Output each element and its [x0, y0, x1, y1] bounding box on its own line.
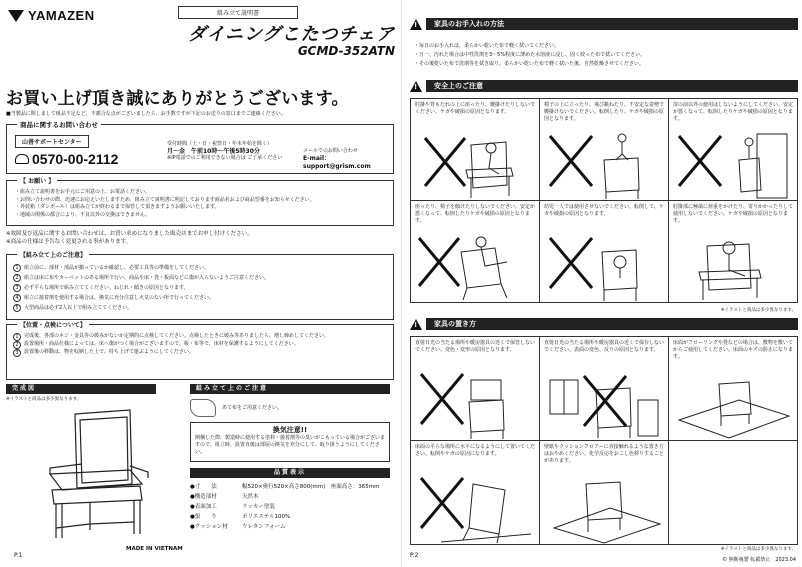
number-badge: 4 — [13, 294, 21, 302]
top-note: ■当製品に関しまして組品不足など、不都合な点がございましたら、お手数ですが下記のお送りの窓口までご連絡ください。 — [6, 111, 286, 117]
safety-cell: 肘掛や背もたれの上に座ったり、腰掛けたりしないでください。ケガや破損の原因となります。 — [411, 99, 540, 201]
safety-cell: 座ったり、椅子を傾けたりしないでください。安定が悪くなって、転倒したりケガや破損の原因となります。 — [411, 201, 540, 303]
warning-icon — [410, 319, 422, 330]
hours-note: ※IP電話でのご利用できない場合は ご了承ください — [167, 155, 283, 161]
ventilation-text: 開梱した際、製造時に使用する塗料・接着剤等の臭いがこもっている場合がございますので、組立時、設置直後は部屋の換気を充分にして、取り扱うようにしてください。 — [195, 435, 386, 455]
assembly-item: 2 組立は床に布やカーペットのある場所で行い、商品や床・畳・板面などに傷が入らないようご注意ください。 — [13, 273, 387, 283]
spec-row: ●クッション材 ウレタンフォーム — [190, 524, 286, 530]
notice-title: 【 お願い 】 — [17, 176, 57, 185]
number-badge: 5 — [13, 304, 21, 312]
assembly-notes-box — [6, 254, 394, 320]
spec-table — [190, 482, 390, 532]
pre-notes — [6, 230, 396, 246]
mail-address[interactable]: E-mail：support@grism.com — [303, 155, 371, 170]
placement-cell: 直射日光の当たる場所や暖房器具の近くで保管しないでください。変色・変形の原因となります。 — [411, 337, 540, 441]
brand-name: YAMAZEN — [28, 8, 95, 23]
page-number: P.1 — [14, 552, 23, 559]
prohibited-standing-illustration — [540, 130, 668, 200]
safety-cell: 椅子の上に立ったり、飛び跳ねたり、不安定な姿勢で腰掛けないでください。転倒したり、ケガや破損の原因となります。 — [540, 99, 669, 201]
placement-cell: 直射日光の当たる場所や暖房器具の近くで保存しないでください。表面の変色、反りの原因となります。 — [540, 337, 669, 441]
inspection-item: 2 設置場所・商品仕様によっては、床へ傷がつく場合がございますので、板・布等で、床材を保護するようにしてください。 — [13, 341, 387, 349]
pre-note: ※商品の仕様は予告なく変更される事があります。 — [6, 239, 132, 245]
notice-item: ・地域の関係の都合により、不良以外の交換はできません。 — [15, 211, 151, 218]
mail-label: メールでのお問い合わせ — [303, 148, 358, 154]
inquiry-box — [6, 121, 394, 174]
number-badge: 3 — [13, 284, 21, 292]
number-badge: 2 — [13, 274, 21, 282]
warning-icon — [410, 19, 422, 30]
copyright: © 無断複製 転載禁止 2023.04 — [722, 557, 796, 563]
chair-illustration — [30, 404, 170, 544]
ventilation-title: 換気注意!! — [272, 426, 308, 434]
placement-cell: 床面がフローリングや畳などの場合は、敷物を敷いてからご使用してください。床面のキズの防止になります。 — [669, 337, 798, 441]
care-text — [414, 42, 798, 69]
support-center-label: 山善サポートセンター — [15, 135, 89, 148]
placement-cell: 床面の平らな場所に水平になるようにして置いてください。転倒やケガの原因になります。 — [411, 441, 540, 545]
cloth-icon — [190, 399, 216, 417]
correct-seating-illustration — [669, 232, 797, 302]
care-title: 家具のお手入れの方法 — [426, 18, 798, 30]
brand — [8, 8, 95, 23]
greeting: お買い上げ頂き誠にありがとうございます。 — [6, 89, 349, 109]
cloth-note-text: あて布をご用意ください。 — [222, 404, 283, 411]
prohibited-door-illustration — [669, 130, 797, 200]
prohibited-sitting-armrest-illustration — [411, 130, 539, 200]
prohibited-tilting-illustration — [411, 232, 539, 302]
assembly-item: 1 組立前に、部材・部品が揃っているか確認し、必要工具等の準備をしてください。 — [13, 263, 387, 273]
cloth-note — [190, 398, 390, 418]
heater-sunlight-illustration — [540, 370, 668, 440]
warning-icon — [410, 81, 422, 92]
complete-view-band: 完成図 — [6, 384, 156, 394]
quality-band: 品質表示 — [190, 468, 390, 478]
inspection-item: 3 設置後の移動は、物を収納した上で、持ち上げて運ぶようにしてください。 — [13, 349, 387, 357]
spec-row: ●寸 法 幅520×奥行520×高さ800(mm) 座面高さ：365mm — [190, 484, 380, 490]
number-badge: 1 — [13, 264, 21, 272]
number-badge: 1 — [13, 333, 21, 341]
model-number: GCMD-352ATN — [297, 44, 395, 58]
number-badge: 2 — [13, 341, 21, 349]
number-badge: 3 — [13, 349, 21, 357]
spec-row: ●構造部材 天然木 — [190, 494, 259, 500]
navi-dial-icon — [15, 154, 29, 164]
care-section-head — [410, 18, 798, 30]
inquiry-title: 商品に関するお問い合わせ — [17, 120, 101, 129]
notice-item: ・お問い合わせの際、迅速にお応えいたしますため、組み立て説明書に明記しております商品名および商品型番をお知らせください。 — [15, 196, 315, 203]
parts-notes-band: 組み立て上のご注意 — [190, 384, 390, 394]
prohibited-stacking-illustration — [411, 370, 539, 440]
inspection-box — [6, 324, 394, 380]
notice-box — [6, 180, 394, 226]
safety-title: 安全上のご注意 — [426, 80, 798, 92]
spec-row: ●張 り ポリエステル100% — [190, 514, 291, 520]
doc-type: 組み立て説明書 — [178, 6, 298, 19]
inspection-item: 1 完成後、各部のネジ・金具等の緩みがないか定期的に点検してください。点検したときに緩み等ありましたら、増し締めしてください。 — [13, 333, 387, 341]
placement-section-head — [410, 318, 798, 330]
safety-cell: 幼児一人では使用させないでください。転倒して、ケガや破損の原因となります。 — [540, 201, 669, 303]
page-number: P.2 — [410, 552, 419, 559]
floor-mat-illustration — [669, 370, 797, 440]
hours-label: 受付時間（土・日・祝祭日・年末年始を除く） — [167, 141, 273, 147]
care-line: ・その後乾いた布で洗剤等を拭き取り、柔らかい乾いた布で軽く拭いた後、自然乾燥させてください。 — [414, 61, 645, 67]
safety-grid — [410, 98, 798, 303]
safety-cell: 肘掛部に極端に荷重をかけたり、寄りかかったりして使用しないでください。ケガや破損の原因となります。 — [669, 201, 798, 303]
ventilation-box — [190, 422, 390, 462]
placement-title: 家具の置き方 — [426, 318, 798, 330]
safety-illustration-note: ※イラストと商品は多少異なります。 — [720, 308, 796, 313]
placement-illustration-note: ※イラストと商品は多少異なります。 — [720, 547, 796, 552]
prohibited-child-alone-illustration — [540, 232, 668, 302]
inspection-title: 【位置・点検について】 — [17, 320, 89, 329]
product-title: ダイニングこたつチェア — [187, 24, 395, 45]
safety-cell: 扉の前以外の使用はしないようにしてください。安定が悪くなって、転倒したりケガや破損の原因となります。 — [669, 99, 798, 201]
placement-cell-empty — [669, 441, 798, 545]
assembly-notes-title: 【組み立て上のご注意】 — [17, 250, 89, 259]
page-2 — [401, 0, 802, 567]
assembly-item: 5 大型商品は必ず2人以上で組み立ててください。 — [13, 303, 387, 313]
phone-number[interactable]: 0570-00-2112 — [32, 151, 119, 167]
made-in: MADE IN VIETNAM — [126, 546, 183, 552]
brand-logo-icon — [8, 10, 24, 22]
notice-item: ・組み立て説明書をお手元にご用意の上、お電話ください。 — [15, 189, 151, 195]
pre-note: ※故障及び返品に関するお問い合わせは、お買い求めになりました販売店までお申し付けください。 — [6, 231, 253, 237]
assembly-item: 3 必ず平らな場所で組み立ててください。ねじれ・傾きの原因となります。 — [13, 283, 387, 293]
safety-section-head — [410, 80, 798, 92]
care-line: ・万一、汚れた場合は中性洗剤を3～5%程度に薄めた水溶液に浸し、固く絞った布で拭いてください。 — [414, 52, 646, 58]
mail-block — [303, 147, 393, 171]
hours-value: 月～金 午前10時～午後5時30分 — [167, 148, 260, 155]
hours-block — [167, 141, 297, 162]
free-dial — [15, 151, 118, 167]
care-line: ・毎日のお手入れは、柔らかい乾いた布で軽く拭いてください。 — [414, 43, 560, 49]
illustration-note: ※イラストと商品は多少異なります。 — [6, 397, 82, 402]
placement-cell: 壁紙やクッションフロアーに直接触れるような置き方はおやめください。化学反応をおこし色移りすることがあります。 — [540, 441, 669, 545]
placement-grid — [410, 336, 798, 545]
prohibited-uneven-floor-illustration — [411, 474, 539, 544]
assembly-item: 4 組立に接着剤を使用する場合は、換気に充分注意し火気のない所で行ってください。 — [13, 293, 387, 303]
spec-row: ●表面加工 ラッカー塗装 — [190, 504, 275, 510]
notice-item: ・外装箱（ダンボール）は組み立てが終わるまで保管して頂きますようお願いいたします。 — [15, 204, 220, 210]
cushion-floor-illustration — [540, 474, 668, 544]
